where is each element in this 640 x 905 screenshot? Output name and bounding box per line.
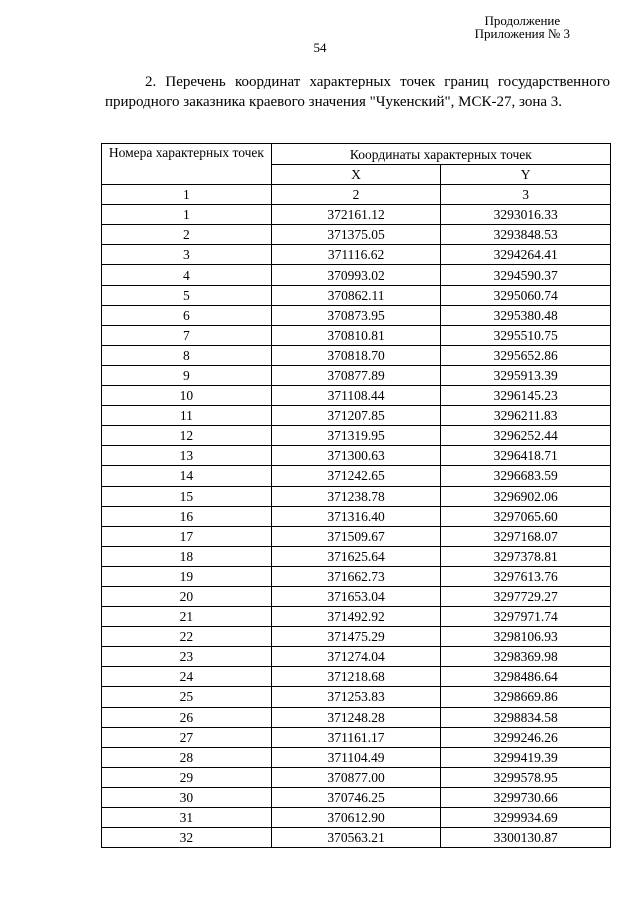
y-coordinate-cell: 3300130.87 (441, 828, 611, 848)
x-coordinate-cell: 371207.85 (271, 406, 441, 426)
continuation-line-1: Продолжение (484, 13, 561, 28)
x-coordinate-cell: 371242.65 (271, 466, 441, 486)
table-row (102, 707, 611, 727)
table-row (102, 566, 611, 586)
table-row (102, 205, 611, 225)
point-number-cell: 23 (102, 647, 272, 667)
x-coordinate-cell: 371248.28 (271, 707, 441, 727)
section-heading: 2. Перечень координат характерных точек границ государственного природного заказника краевого значения "Чукенский", МСК-27, зона 3. (105, 74, 610, 110)
index-cell: 3 (441, 185, 611, 205)
point-number-cell: 30 (102, 787, 272, 807)
table-row (102, 787, 611, 807)
x-coordinate-cell: 371253.83 (271, 687, 441, 707)
y-coordinate-cell: 3296683.59 (441, 466, 611, 486)
point-number-cell: 2 (102, 225, 272, 245)
point-number-cell: 3 (102, 245, 272, 265)
point-number-cell: 20 (102, 586, 272, 606)
x-coordinate-cell: 371662.73 (271, 566, 441, 586)
x-coordinate-cell: 371319.95 (271, 426, 441, 446)
x-coordinate-cell: 371492.92 (271, 607, 441, 627)
y-coordinate-cell: 3295652.86 (441, 345, 611, 365)
y-coordinate-cell: 3298486.64 (441, 667, 611, 687)
table-row (102, 828, 611, 848)
point-number-cell: 12 (102, 426, 272, 446)
point-number-cell: 16 (102, 506, 272, 526)
y-coordinate-cell: 3299578.95 (441, 767, 611, 787)
point-number-cell: 13 (102, 446, 272, 466)
point-number-cell: 31 (102, 808, 272, 828)
y-coordinate-cell: 3295380.48 (441, 305, 611, 325)
y-coordinate-cell: 3296211.83 (441, 406, 611, 426)
point-number-cell: 19 (102, 566, 272, 586)
table-row (102, 767, 611, 787)
table-row (102, 426, 611, 446)
table-row (102, 446, 611, 466)
y-coordinate-cell: 3299934.69 (441, 808, 611, 828)
y-coordinate-cell: 3298369.98 (441, 647, 611, 667)
y-coordinate-cell: 3296418.71 (441, 446, 611, 466)
table-row (102, 365, 611, 385)
x-coordinate-cell: 370818.70 (271, 345, 441, 365)
table-row (102, 285, 611, 305)
table-row (102, 386, 611, 406)
point-number-cell: 9 (102, 365, 272, 385)
x-coordinate-cell: 371218.68 (271, 667, 441, 687)
x-coordinate-cell: 372161.12 (271, 205, 441, 225)
x-coordinate-cell: 370877.00 (271, 767, 441, 787)
point-number-cell: 17 (102, 526, 272, 546)
y-coordinate-cell: 3297378.81 (441, 546, 611, 566)
y-coordinate-cell: 3296252.44 (441, 426, 611, 446)
coordinates-table (101, 143, 611, 848)
table-row (102, 486, 611, 506)
point-number-cell: 4 (102, 265, 272, 285)
y-coordinate-cell: 3294264.41 (441, 245, 611, 265)
header-coordinates: Координаты характерных точек (271, 144, 610, 165)
x-coordinate-cell: 370810.81 (271, 325, 441, 345)
index-cell: 1 (102, 185, 272, 205)
point-number-cell: 1 (102, 205, 272, 225)
x-coordinate-cell: 371509.67 (271, 526, 441, 546)
y-coordinate-cell: 3298669.86 (441, 687, 611, 707)
table-row (102, 647, 611, 667)
table-row (102, 466, 611, 486)
x-coordinate-cell: 371161.17 (271, 727, 441, 747)
x-coordinate-cell: 371104.49 (271, 747, 441, 767)
point-number-cell: 26 (102, 707, 272, 727)
x-coordinate-cell: 370877.89 (271, 365, 441, 385)
table-row (102, 808, 611, 828)
x-coordinate-cell: 371653.04 (271, 586, 441, 606)
point-number-cell: 18 (102, 546, 272, 566)
header-y: Y (441, 165, 611, 185)
x-coordinate-cell: 371238.78 (271, 486, 441, 506)
header-x: X (271, 165, 441, 185)
page-number: 54 (313, 40, 327, 55)
table-row (102, 305, 611, 325)
y-coordinate-cell: 3299246.26 (441, 727, 611, 747)
x-coordinate-cell: 371316.40 (271, 506, 441, 526)
point-number-cell: 8 (102, 345, 272, 365)
table-body (102, 205, 611, 848)
x-coordinate-cell: 371300.63 (271, 446, 441, 466)
point-number-cell: 5 (102, 285, 272, 305)
table-row (102, 325, 611, 345)
point-number-cell: 7 (102, 325, 272, 345)
y-coordinate-cell: 3293848.53 (441, 225, 611, 245)
table-row (102, 586, 611, 606)
column-index-row (102, 185, 611, 205)
point-number-cell: 11 (102, 406, 272, 426)
table-row (102, 245, 611, 265)
table-row (102, 526, 611, 546)
x-coordinate-cell: 371108.44 (271, 386, 441, 406)
x-coordinate-cell: 371375.05 (271, 225, 441, 245)
point-number-cell: 6 (102, 305, 272, 325)
point-number-cell: 24 (102, 667, 272, 687)
table-row (102, 747, 611, 767)
y-coordinate-cell: 3297613.76 (441, 566, 611, 586)
table-row (102, 345, 611, 365)
point-number-cell: 22 (102, 627, 272, 647)
x-coordinate-cell: 371475.29 (271, 627, 441, 647)
x-coordinate-cell: 370862.11 (271, 285, 441, 305)
table-row (102, 225, 611, 245)
y-coordinate-cell: 3295060.74 (441, 285, 611, 305)
table-row (102, 506, 611, 526)
index-cell: 2 (271, 185, 441, 205)
point-number-cell: 29 (102, 767, 272, 787)
table-row (102, 687, 611, 707)
x-coordinate-cell: 370563.21 (271, 828, 441, 848)
table-row (102, 607, 611, 627)
y-coordinate-cell: 3299419.39 (441, 747, 611, 767)
y-coordinate-cell: 3299730.66 (441, 787, 611, 807)
point-number-cell: 14 (102, 466, 272, 486)
header-points: Номера характерных точек (102, 144, 272, 185)
table-row (102, 727, 611, 747)
y-coordinate-cell: 3293016.33 (441, 205, 611, 225)
table-row (102, 627, 611, 647)
point-number-cell: 10 (102, 386, 272, 406)
y-coordinate-cell: 3297971.74 (441, 607, 611, 627)
y-coordinate-cell: 3296902.06 (441, 486, 611, 506)
y-coordinate-cell: 3297729.27 (441, 586, 611, 606)
point-number-cell: 21 (102, 607, 272, 627)
table-row (102, 546, 611, 566)
point-number-cell: 28 (102, 747, 272, 767)
x-coordinate-cell: 370873.95 (271, 305, 441, 325)
table-row (102, 667, 611, 687)
x-coordinate-cell: 370993.02 (271, 265, 441, 285)
x-coordinate-cell: 371274.04 (271, 647, 441, 667)
y-coordinate-cell: 3298834.58 (441, 707, 611, 727)
point-number-cell: 27 (102, 727, 272, 747)
table-row (102, 406, 611, 426)
x-coordinate-cell: 371625.64 (271, 546, 441, 566)
point-number-cell: 25 (102, 687, 272, 707)
y-coordinate-cell: 3295913.39 (441, 365, 611, 385)
y-coordinate-cell: 3295510.75 (441, 325, 611, 345)
y-coordinate-cell: 3294590.37 (441, 265, 611, 285)
continuation-note (475, 14, 570, 40)
x-coordinate-cell: 371116.62 (271, 245, 441, 265)
y-coordinate-cell: 3297168.07 (441, 526, 611, 546)
y-coordinate-cell: 3297065.60 (441, 506, 611, 526)
x-coordinate-cell: 370612.90 (271, 808, 441, 828)
x-coordinate-cell: 370746.25 (271, 787, 441, 807)
point-number-cell: 15 (102, 486, 272, 506)
continuation-line-2: Приложения № 3 (474, 26, 570, 41)
y-coordinate-cell: 3298106.93 (441, 627, 611, 647)
point-number-cell: 32 (102, 828, 272, 848)
y-coordinate-cell: 3296145.23 (441, 386, 611, 406)
table-row (102, 265, 611, 285)
